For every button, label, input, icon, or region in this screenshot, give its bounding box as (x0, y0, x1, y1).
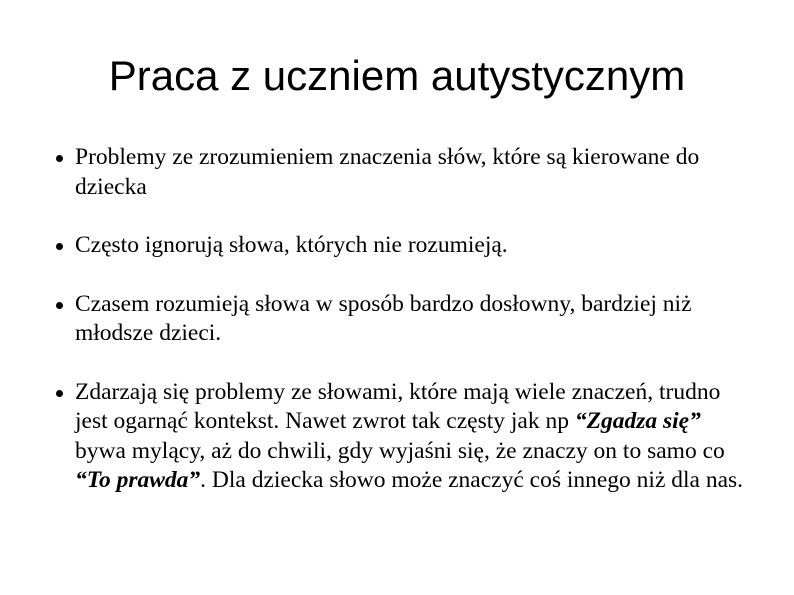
bullet-item (56, 378, 746, 496)
bullet-dot-icon (56, 155, 63, 162)
bullet-item (56, 290, 746, 349)
bullet-dot-icon (56, 302, 63, 309)
bullet-list (56, 143, 746, 496)
phrase-zgadza-sie: “Zgadza się” (574, 408, 701, 434)
bullet-item (56, 231, 746, 261)
bullet-text: Problemy ze zrozumieniem znaczenia słów, które są kierowane do dziecka (75, 144, 700, 200)
bullet-text: Czasem rozumieją słowa w sposób bardzo dosłowny, bardziej niż młodsze dzieci. (75, 290, 692, 346)
bullet-item (56, 143, 746, 202)
phrase-to-prawda: “To prawda” (75, 467, 201, 493)
bullet-text-part: . Dla dziecka słowo może znaczyć coś innego niż dla nas. (200, 467, 744, 493)
bullet-text: Często ignorują słowa, których nie rozumieją. (75, 232, 508, 258)
slide-title: Praca z uczniem autystycznym (108, 52, 686, 99)
bullet-dot-icon (56, 243, 63, 250)
bullet-text-part: bywa mylący, aż do chwili, gdy wyjaśni się, że znaczy on to samo co (75, 437, 725, 464)
bullet-text-part: Zdarzają się problemy ze słowami, które mają wiele znaczeń, trudno jest ogarnąć kontekst. Nawet zwrot tak częsty jak np (75, 378, 721, 434)
bullet-dot-icon (56, 390, 63, 397)
